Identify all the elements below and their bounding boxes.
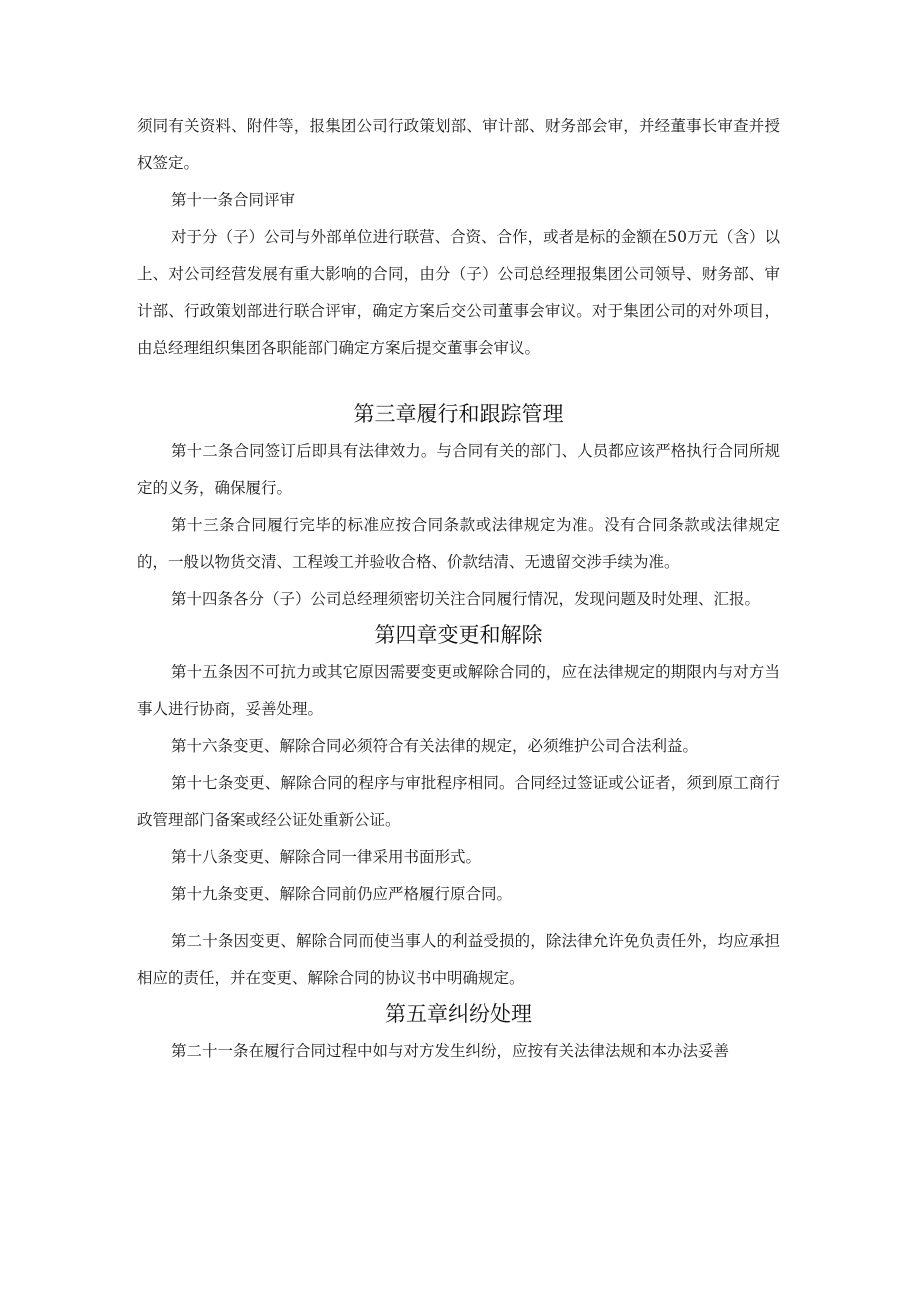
section-spacer [137, 367, 780, 399]
article-21: 第二十一条在履行合同过程中如与对方发生纠纷，应按有关法律法规和本办法妥善 [171, 1042, 730, 1060]
article-15: 第十五条因不可抗力或其它原因需要变更或解除合同的，应在法律规定的期限内与对方当事人进行协商，妥善处理。 [137, 663, 780, 718]
article-17: 第十七条变更、解除合同的程序与审批程序相同。合同经过签证或公证者，须到原工商行政管理部门备案或经公证处重新公证。 [137, 774, 780, 829]
article-11-body: 对于分（子）公司与外部单位进行联营、合资、合作，或者是标的金额在50万元（含）以上、对公司经营发展有重大影响的合同，由分（子）公司总经理报集团公司领导、财务部、审计部、行政策划部进行联合评审，确定方案后交公司董事会审议。对于集团公司的对外项目，由总经理组织集团各职能部门确定方案后提交董事会审议。 [137, 228, 780, 357]
article-11-heading: 第十一条合同评审 [171, 191, 296, 209]
article-18: 第十八条变更、解除合同一律采用书面形式。 [171, 848, 482, 866]
paragraph-spacer [137, 913, 780, 923]
article-20: 第二十条因变更、解除合同而使当事人的利益受损的，除法律允许免负责任外，均应承担相应的责任，并在变更、解除合同的协议书中明确规定。 [137, 932, 780, 987]
article-14: 第十四条各分（子）公司总经理须密切关注合同履行情况，发现问题及时处理、汇报。 [171, 590, 761, 608]
article-12: 第十二条合同签订后即具有法律效力。与合同有关的部门、人员都应该严格执行合同所规定的义务，确保履行。 [137, 442, 780, 497]
article-13: 第十三条合同履行完毕的标准应按合同条款或法律规定为准。没有合同条款或法律规定的，一般以物货交清、工程竣工并验收合格、价款结清、无遗留交涉手续为准。 [137, 516, 780, 571]
chapter-5-title: 第五章纠纷处理 [385, 1002, 532, 1026]
paragraph-continuation: 须同有关资料、附件等，报集团公司行政策划部、审计部、财务部会审，并经董事长审查并授权签定。 [137, 117, 780, 172]
chapter-4-title: 第四章变更和解除 [374, 623, 543, 647]
chapter-3-title: 第三章履行和跟踪管理 [353, 402, 564, 426]
document-page [137, 108, 780, 1070]
article-19: 第十九条变更、解除合同前仍应严格履行原合同。 [171, 885, 513, 903]
article-16: 第十六条变更、解除合同必须符合有关法律的规定，必须维护公司合法利益。 [171, 737, 699, 755]
